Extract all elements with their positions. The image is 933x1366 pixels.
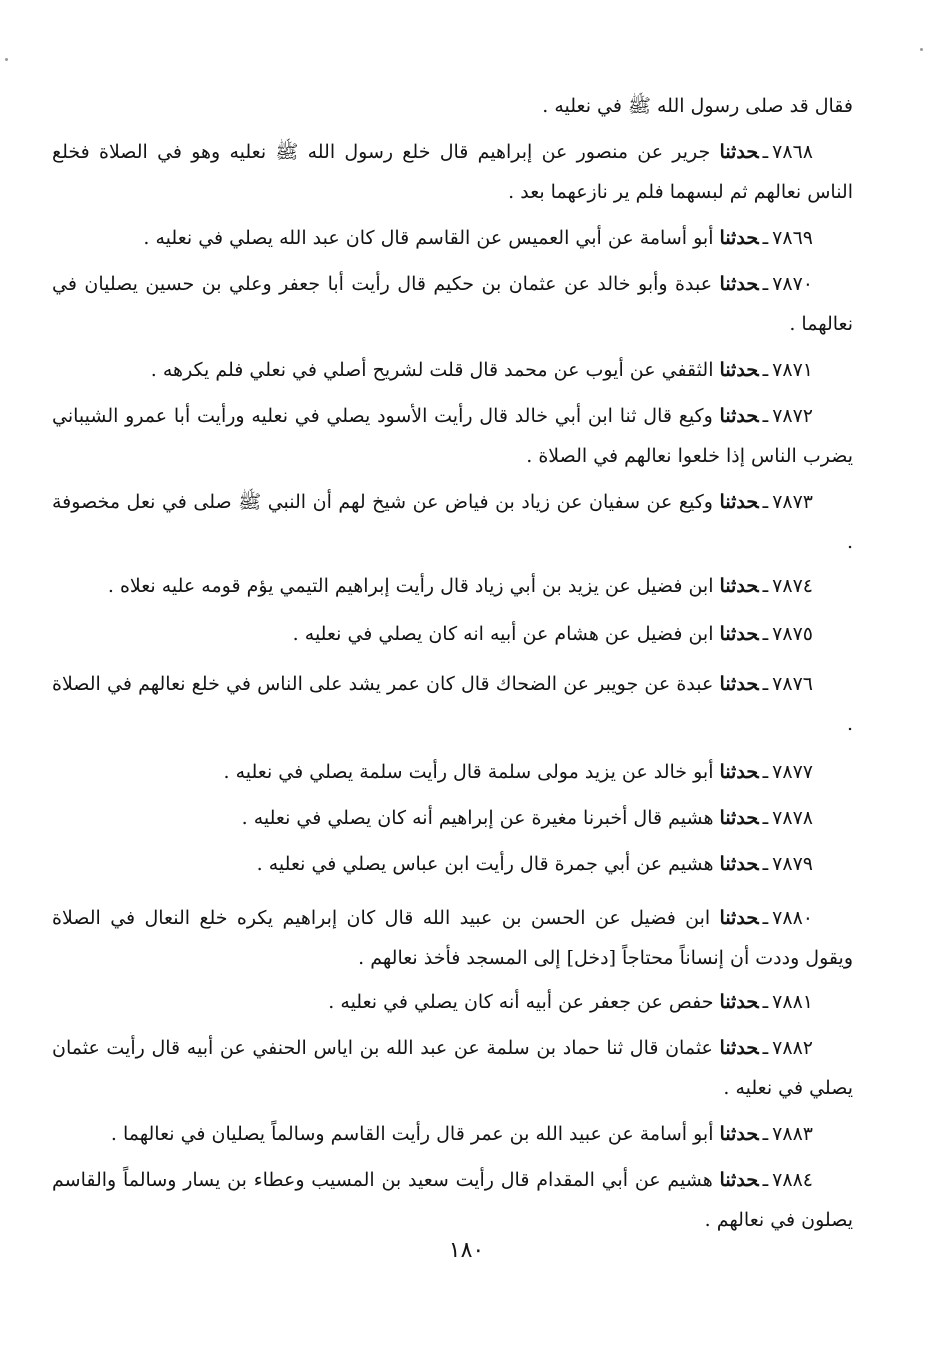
hadith-text: حفص عن جعفر عن أبيه أنه كان يصلي في نعليه . — [328, 991, 714, 1013]
hadith-number: ٧٨٧١ — [772, 359, 813, 381]
hadith-number: ٧٨٧٦ — [772, 673, 813, 695]
hadith-text: ابن فضيل عن يزيد بن أبي زياد قال رأيت إبراهيم التيمي يؤم قومه عليه نعلاه . — [107, 575, 714, 597]
hadith-text: عبدة عن جويبر عن الضحاك قال كان عمر يشد على الناس في خلع نعالهم في الصلاة . — [52, 673, 853, 735]
page-number: ١٨٠ — [448, 1238, 485, 1263]
hadith-text: عثمان قال ثنا حماد بن سلمة عن عبد الله بن اياس الحنفي عن أبيه قال رأيت عثمان يصلي في نعليه . — [52, 1037, 853, 1099]
hadith-7874: ٧٨٧٤ـحدثنا ابن فضيل عن يزيد بن أبي زياد قال رأيت إبراهيم التيمي يؤم قومه عليه نعلاه . — [107, 575, 813, 597]
hadith-7880: ٧٨٨٠ـحدثنا ابن فضيل عن الحسن بن عبيد الله قال كان إبراهيم يكره خلع النعال في الصلاة ويقول وددت أن إنساناً محتاجاً [دخل] إلى المسجد فأخذ نعالهم . — [52, 907, 853, 969]
hadith-keyword: حدثنا — [719, 907, 759, 929]
hadith-text: عبدة وأبو خالد عن عثمان بن حكيم قال رأيت أبا جعفر وعلي بن حسين يصليان في نعالهما . — [52, 273, 853, 335]
hadith-number: ٧٨٧٨ — [772, 807, 813, 829]
hadith-number: ٧٨٧٩ — [772, 853, 813, 875]
hadith-7868: ٧٨٦٨ـحدثنا جرير عن منصور عن إبراهيم قال خلع رسول الله ﷺ نعليه وهو في الصلاة فخلع الناس نعالهم ثم لبسهما فلم ير نازعهما بعد . — [52, 141, 853, 203]
hadith-7870: ٧٨٧٠ـحدثنا عبدة وأبو خالد عن عثمان بن حكيم قال رأيت أبا جعفر وعلي بن حسين يصليان في نعالهما . — [52, 273, 853, 335]
hadith-continuation — [52, 86, 853, 126]
hadith-number: ٧٨٧٥ — [772, 623, 813, 645]
hadith-keyword: حدثنا — [719, 807, 759, 829]
hadith-text: أبو أسامة عن عبيد الله بن عمر قال رأيت القاسم وسالماً يصليان في نعالهما . — [110, 1123, 714, 1145]
hadith-text: جرير عن منصور عن إبراهيم قال خلع رسول الله ﷺ نعليه وهو في الصلاة فخلع الناس نعالهم ثم لبسهما فلم ير نازعهما بعد . — [52, 141, 853, 203]
hadith-keyword: حدثنا — [719, 359, 759, 381]
hadith-keyword: حدثنا — [719, 1123, 759, 1145]
hadith-keyword: حدثنا — [719, 991, 759, 1013]
hadith-number: ٧٨٨٤ — [772, 1169, 813, 1191]
hadith-keyword: حدثنا — [719, 575, 759, 597]
hadith-number: ٧٨٧٠ — [772, 273, 814, 295]
hadith-7878: ٧٨٧٨ـحدثنا هشيم قال أخبرنا مغيرة عن إبراهيم أنه كان يصلي في نعليه . — [241, 807, 813, 829]
hadith-7876: ٧٨٧٦ـحدثنا عبدة عن جويبر عن الضحاك قال كان عمر يشد على الناس في خلع نعالهم في الصلاة . — [52, 673, 853, 735]
hadith-number: ٧٨٨٢ — [772, 1037, 813, 1059]
hadith-keyword: حدثنا — [719, 491, 759, 513]
hadith-7882: ٧٨٨٢ـحدثنا عثمان قال ثنا حماد بن سلمة عن عبد الله بن اياس الحنفي عن أبيه قال رأيت عثمان يصلي في نعليه . — [52, 1037, 853, 1099]
scan-speck — [5, 58, 8, 61]
hadith-7877: ٧٨٧٧ـحدثنا أبو خالد عن يزيد مولى سلمة قال رأيت سلمة يصلي في نعليه . — [223, 761, 813, 783]
hadith-text: أبو خالد عن يزيد مولى سلمة قال رأيت سلمة يصلي في نعليه . — [223, 761, 714, 783]
hadith-number: ٧٨٧٣ — [772, 491, 814, 513]
hadith-keyword: حدثنا — [719, 673, 759, 695]
hadith-keyword: حدثنا — [719, 227, 759, 249]
hadith-text: وكيع عن سفيان عن زياد بن فياض عن شيخ لهم أن النبي ﷺ صلى في نعل مخصوفة . — [52, 491, 853, 553]
hadith-keyword: حدثنا — [719, 623, 759, 645]
hadith-number: ٧٨٨٣ — [772, 1123, 813, 1145]
hadith-keyword: حدثنا — [719, 405, 759, 427]
hadith-keyword: حدثنا — [719, 761, 759, 783]
hadith-text: فقال قد صلى رسول الله ﷺ في نعليه . — [542, 95, 853, 117]
hadith-text: هشيم عن أبي جمرة قال رأيت ابن عباس يصلي في نعليه . — [256, 853, 714, 875]
hadith-keyword: حدثنا — [719, 853, 759, 875]
hadith-7875: ٧٨٧٥ـحدثنا ابن فضيل عن هشام عن أبيه انه كان يصلي في نعليه . — [292, 623, 813, 645]
hadith-7883: ٧٨٨٣ـحدثنا أبو أسامة عن عبيد الله بن عمر قال رأيت القاسم وسالماً يصليان في نعالهما . — [110, 1123, 813, 1145]
hadith-text: ابن فضيل عن الحسن بن عبيد الله قال كان إبراهيم يكره خلع النعال في الصلاة ويقول وددت أن إنساناً محتاجاً [دخل] إلى المسجد فأخذ نعالهم . — [52, 907, 853, 969]
hadith-text: هشيم قال أخبرنا مغيرة عن إبراهيم أنه كان يصلي في نعليه . — [241, 807, 714, 829]
hadith-7881: ٧٨٨١ـحدثنا حفص عن جعفر عن أبيه أنه كان يصلي في نعليه . — [328, 991, 813, 1013]
hadith-number: ٧٨٧٢ — [772, 405, 814, 427]
hadith-text: وكيع قال ثنا ابن أبي خالد قال رأيت الأسود يصلي في نعليه ورأيت أبا عمرو الشيباني يضرب الناس إذا خلعوا نعالهم في الصلاة . — [52, 405, 853, 467]
hadith-text: الثقفي عن أيوب عن محمد قال قلت لشريح أصلي في نعلي فلم يكرهه . — [150, 359, 714, 381]
hadith-7869: ٧٨٦٩ـحدثنا أبو أسامة عن أبي العميس عن القاسم قال كان عبد الله يصلي في نعليه . — [143, 227, 813, 249]
hadith-number: ٧٨٦٨ — [772, 141, 813, 163]
hadith-keyword: حدثنا — [719, 1169, 759, 1191]
scan-speck — [920, 48, 923, 51]
hadith-text: ابن فضيل عن هشام عن أبيه انه كان يصلي في نعليه . — [292, 623, 714, 645]
hadith-keyword: حدثنا — [719, 1037, 759, 1059]
hadith-7871: ٧٨٧١ـحدثنا الثقفي عن أيوب عن محمد قال قلت لشريح أصلي في نعلي فلم يكرهه . — [150, 359, 813, 381]
hadith-keyword: حدثنا — [719, 141, 759, 163]
hadith-7879: ٧٨٧٩ـحدثنا هشيم عن أبي جمرة قال رأيت ابن عباس يصلي في نعليه . — [256, 853, 813, 875]
hadith-number: ٧٨٨٠ — [772, 907, 813, 929]
hadith-text: أبو أسامة عن أبي العميس عن القاسم قال كان عبد الله يصلي في نعليه . — [143, 227, 714, 249]
hadith-keyword: حدثنا — [719, 273, 759, 295]
hadith-7872: ٧٨٧٢ـحدثنا وكيع قال ثنا ابن أبي خالد قال رأيت الأسود يصلي في نعليه ورأيت أبا عمرو الشيباني يضرب الناس إذا خلعوا نعالهم في الصلاة . — [52, 405, 853, 467]
hadith-number: ٧٨٦٩ — [772, 227, 813, 249]
hadith-text: هشيم عن أبي المقدام قال رأيت سعيد بن المسيب وعطاء بن يسار وسالماً والقاسم يصلون في نعالهم . — [52, 1169, 853, 1231]
hadith-number: ٧٨٧٧ — [772, 761, 813, 783]
hadith-7884: ٧٨٨٤ـحدثنا هشيم عن أبي المقدام قال رأيت سعيد بن المسيب وعطاء بن يسار وسالماً والقاسم يصلون في نعالهم . — [52, 1169, 853, 1231]
hadith-number: ٧٨٨١ — [772, 991, 813, 1013]
hadith-number: ٧٨٧٤ — [772, 575, 813, 597]
hadith-7873: ٧٨٧٣ـحدثنا وكيع عن سفيان عن زياد بن فياض عن شيخ لهم أن النبي ﷺ صلى في نعل مخصوفة . — [52, 491, 853, 553]
